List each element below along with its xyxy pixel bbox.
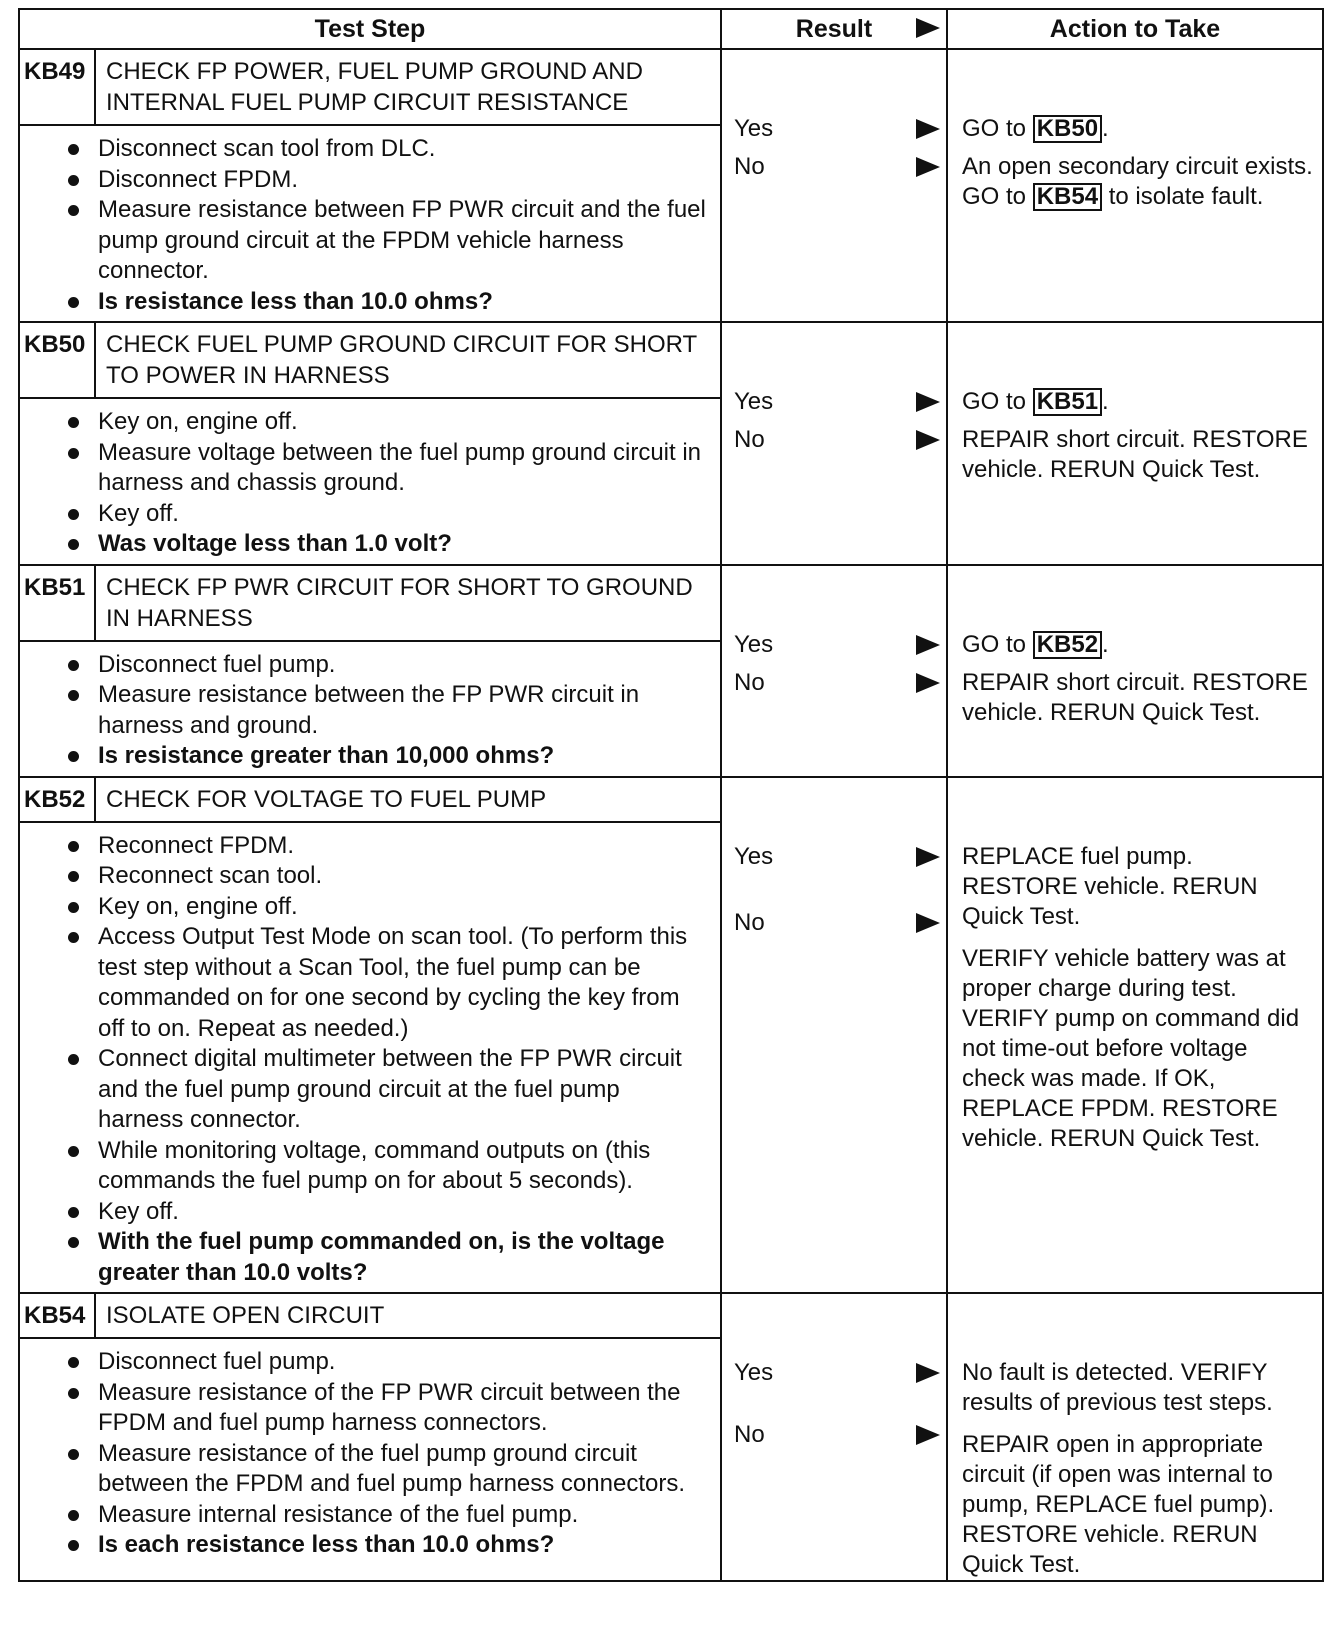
instruction-item: Key off. — [68, 499, 710, 530]
result-no-label: No — [734, 908, 765, 936]
instruction-item: Connect digital multimeter between the FP PWR circuit and the fuel pump ground circuit at the fuel pump harness connector. — [68, 1044, 710, 1136]
result-cell — [721, 49, 947, 322]
result-yes-label: Yes — [734, 115, 774, 142]
result-cell — [721, 1293, 947, 1581]
test-step-header: Test Step — [19, 9, 721, 49]
diagnostic-table — [18, 8, 1324, 1582]
action-spacer — [948, 566, 1322, 630]
step-heading — [20, 323, 720, 399]
result-yes — [722, 630, 946, 660]
result-cell — [721, 322, 947, 565]
step-instructions — [20, 823, 720, 1293]
arrow-right-icon — [916, 392, 940, 412]
no-action-text: REPAIR short circuit. RESTORE vehicle. RERUN Quick Test. — [962, 426, 1308, 483]
result-yes — [722, 114, 946, 144]
result-yes-label: Yes — [734, 1359, 774, 1386]
result-yes — [722, 1358, 946, 1388]
instruction-item: Reconnect scan tool. — [68, 861, 710, 892]
step-title: ISOLATE OPEN CIRCUIT — [106, 1302, 385, 1329]
step-heading — [20, 778, 720, 823]
arrow-right-icon — [916, 18, 940, 38]
result-yes-label: Yes — [734, 842, 774, 870]
test-step-row — [19, 1293, 1323, 1581]
yes-action-text-after: . — [1102, 630, 1109, 658]
result-cell — [721, 565, 947, 777]
instruction-item: Measure resistance between the FP PWR circuit in harness and ground. — [68, 680, 710, 741]
test-step-row — [19, 322, 1323, 565]
result-spacer — [722, 50, 946, 114]
step-question: Is resistance less than 10.0 ohms? — [68, 287, 710, 318]
step-question: Is resistance greater than 10,000 ohms? — [68, 741, 710, 772]
instruction-item: Measure resistance of the fuel pump ground circuit between the FPDM and fuel pump harness connectors. — [68, 1439, 710, 1500]
action-spacer — [948, 50, 1322, 114]
arrow-right-icon — [916, 119, 940, 139]
result-no — [722, 425, 946, 455]
action-header: Action to Take — [947, 9, 1323, 49]
result-header — [721, 9, 947, 49]
instruction-item: Disconnect fuel pump. — [68, 650, 710, 681]
yes-action — [948, 630, 1322, 660]
result-yes — [722, 387, 946, 417]
test-step-cell — [19, 1293, 721, 1581]
action-cell — [947, 565, 1323, 777]
header-row — [19, 9, 1323, 49]
result-no — [722, 1420, 946, 1450]
result-no — [722, 152, 946, 182]
result-yes — [722, 842, 946, 872]
step-id: KB52 — [20, 778, 96, 821]
action-cell — [947, 777, 1323, 1294]
result-no-label: No — [734, 426, 765, 453]
test-step-row — [19, 565, 1323, 777]
instruction-item: Measure internal resistance of the fuel pump. — [68, 1500, 710, 1531]
instruction-item: Key off. — [68, 1197, 710, 1228]
instruction-item: Disconnect scan tool from DLC. — [68, 134, 710, 165]
step-instructions — [20, 1339, 720, 1565]
test-step-cell — [19, 565, 721, 777]
result-no-label: No — [734, 668, 765, 696]
no-action-text: REPAIR short circuit. RESTORE vehicle. RERUN Quick Test. — [962, 668, 1308, 726]
yes-action — [948, 1358, 1322, 1418]
yes-action-text-after: . — [1102, 388, 1109, 415]
step-question: Is each resistance less than 10.0 ohms? — [68, 1530, 710, 1561]
action-spacer — [948, 778, 1322, 842]
step-id: KB49 — [20, 50, 96, 124]
result-spacer — [722, 566, 946, 630]
arrow-right-icon — [916, 1425, 940, 1445]
step-id: KB54 — [20, 1294, 96, 1337]
action-cell — [947, 1293, 1323, 1581]
test-step-row — [19, 49, 1323, 322]
action-cell — [947, 322, 1323, 565]
step-heading — [20, 1294, 720, 1339]
result-spacer — [722, 1294, 946, 1358]
arrow-right-icon — [916, 430, 940, 450]
step-id: KB51 — [20, 566, 96, 640]
yes-action-step-ref[interactable]: KB52 — [1033, 631, 1102, 659]
instruction-item: While monitoring voltage, command outputs on (this commands the fuel pump on for about 5 seconds). — [68, 1136, 710, 1197]
yes-action — [948, 114, 1322, 144]
result-spacer — [722, 778, 946, 842]
arrow-right-icon — [916, 1363, 940, 1383]
step-title: CHECK FP POWER, FUEL PUMP GROUND AND INTERNAL FUEL PUMP CIRCUIT RESISTANCE — [106, 58, 643, 116]
arrow-right-icon — [916, 157, 940, 177]
step-heading — [20, 50, 720, 126]
step-instructions — [20, 399, 720, 564]
yes-action-text: GO to — [962, 115, 1033, 142]
no-action — [948, 944, 1322, 1154]
result-no — [722, 668, 946, 698]
yes-action-step-ref[interactable]: KB50 — [1033, 115, 1102, 143]
diagnostic-table-page — [18, 8, 1316, 1582]
step-title: CHECK FUEL PUMP GROUND CIRCUIT FOR SHORT TO POWER IN HARNESS — [106, 331, 697, 389]
instruction-item: Reconnect FPDM. — [68, 831, 710, 862]
instruction-item: Disconnect FPDM. — [68, 165, 710, 196]
step-title: CHECK FP PWR CIRCUIT FOR SHORT TO GROUND IN HARNESS — [106, 573, 693, 632]
result-no-label: No — [734, 153, 765, 180]
instruction-item: Access Output Test Mode on scan tool. (To perform this test step without a Scan Tool, the fuel pump can be commanded on for one second by cycling the key from off to on. Repeat as needed.) — [68, 922, 710, 1044]
arrow-right-icon — [916, 635, 940, 655]
result-yes-label: Yes — [734, 388, 774, 415]
step-title: CHECK FOR VOLTAGE TO FUEL PUMP — [106, 785, 547, 813]
step-id: KB50 — [20, 323, 96, 397]
instruction-item: Measure resistance between FP PWR circuit and the fuel pump ground circuit at the FPDM vehicle harness connector. — [68, 195, 710, 287]
instruction-item: Disconnect fuel pump. — [68, 1347, 710, 1378]
no-action-text-after: to isolate fault. — [1102, 183, 1264, 210]
step-heading — [20, 566, 720, 642]
yes-action — [948, 387, 1322, 417]
step-question: With the fuel pump commanded on, is the voltage greater than 10.0 volts? — [68, 1227, 710, 1288]
step-question: Was voltage less than 1.0 volt? — [68, 529, 710, 560]
yes-action-step-ref[interactable]: KB51 — [1033, 388, 1102, 416]
result-yes-label: Yes — [734, 630, 774, 658]
no-action-text: An open secondary circuit exists. GO to — [962, 153, 1313, 210]
yes-action-text: REPLACE fuel pump. RESTORE vehicle. RERUN Quick Test. — [962, 842, 1258, 930]
no-action — [948, 668, 1322, 728]
no-action — [948, 1430, 1322, 1580]
yes-action-text-after: . — [1102, 115, 1109, 142]
yes-action-text: GO to — [962, 388, 1033, 415]
yes-action-text: No fault is detected. VERIFY results of previous test steps. — [962, 1359, 1273, 1416]
result-spacer — [722, 323, 946, 387]
test-step-cell — [19, 49, 721, 322]
no-action — [948, 152, 1322, 212]
result-no — [722, 908, 946, 938]
arrow-right-icon — [916, 847, 940, 867]
test-step-row — [19, 777, 1323, 1294]
result-header-label: Result — [795, 14, 873, 43]
test-step-cell — [19, 322, 721, 565]
no-action-text: REPAIR open in appropriate circuit (if open was internal to pump, REPLACE fuel pump). RESTORE vehicle. RERUN Quick Test. — [962, 1431, 1275, 1578]
action-spacer — [948, 1294, 1322, 1358]
yes-action-text: GO to — [962, 630, 1033, 658]
result-cell — [721, 777, 947, 1294]
yes-action — [948, 842, 1322, 932]
action-cell — [947, 49, 1323, 322]
step-instructions — [20, 642, 720, 776]
no-action-step-ref[interactable]: KB54 — [1033, 183, 1102, 211]
instruction-item: Key on, engine off. — [68, 892, 710, 923]
arrow-right-icon — [916, 913, 940, 933]
instruction-item: Measure voltage between the fuel pump ground circuit in harness and chassis ground. — [68, 438, 710, 499]
step-instructions — [20, 126, 720, 321]
no-action — [948, 425, 1322, 485]
instruction-item: Measure resistance of the FP PWR circuit between the FPDM and fuel pump harness connectors. — [68, 1378, 710, 1439]
arrow-right-icon — [916, 673, 940, 693]
instruction-item: Key on, engine off. — [68, 407, 710, 438]
test-step-cell — [19, 777, 721, 1294]
no-action-text: VERIFY vehicle battery was at proper charge during test. VERIFY pump on command did not time-out before voltage check was made. If OK, REPLACE FPDM. RESTORE vehicle. RERUN Quick Test. — [962, 944, 1300, 1152]
result-no-label: No — [734, 1421, 765, 1448]
action-spacer — [948, 323, 1322, 387]
